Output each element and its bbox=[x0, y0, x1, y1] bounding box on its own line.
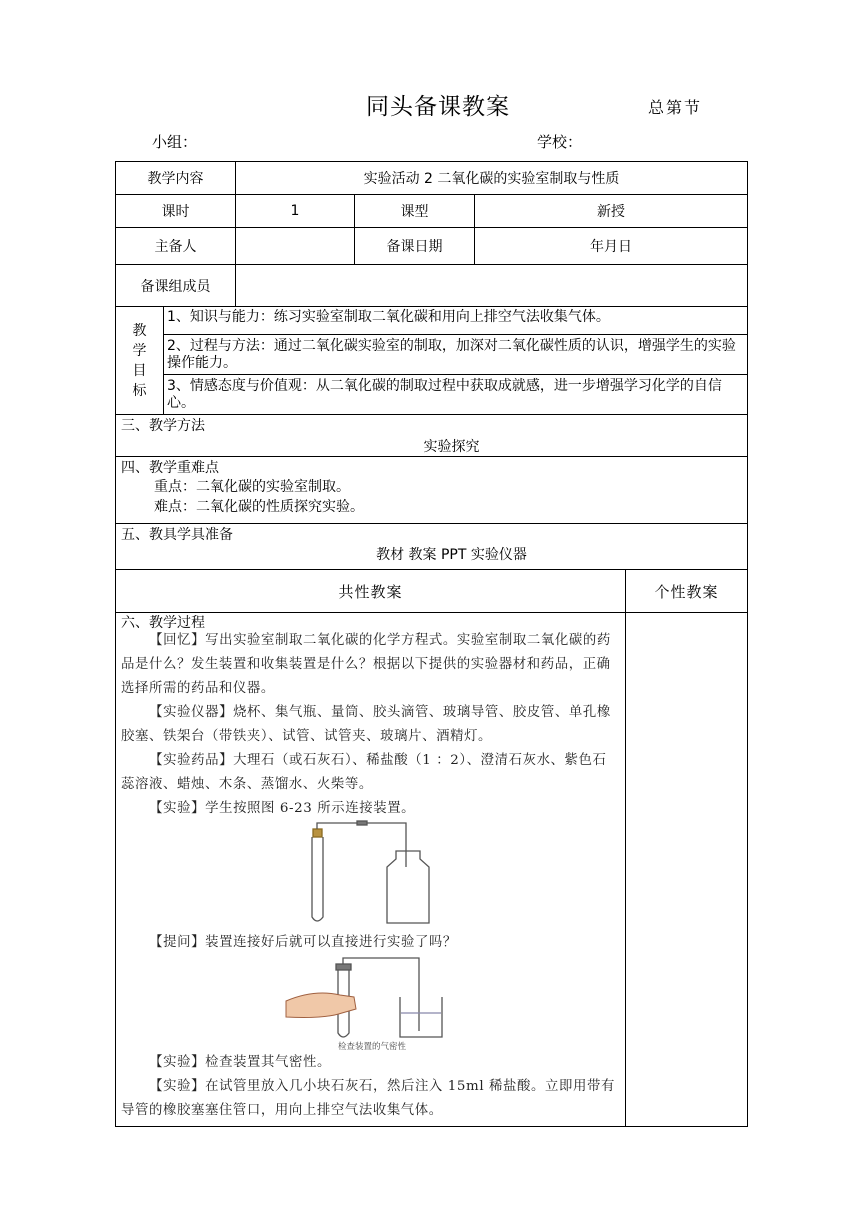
date-value-cell bbox=[474, 227, 748, 265]
common-plan-header bbox=[115, 569, 626, 613]
objective-item bbox=[163, 374, 748, 415]
preparer-label: 主备人 bbox=[154, 239, 197, 255]
test-tube bbox=[312, 837, 323, 921]
content-value: 实验活动 2 二氧化碳的实验室制取与性质 bbox=[363, 171, 620, 187]
type-label-cell bbox=[354, 194, 475, 228]
type-label: 课型 bbox=[400, 204, 429, 220]
common-plan-body bbox=[115, 612, 626, 1127]
personal-plan-body bbox=[625, 612, 748, 1127]
keypoints-focus: 重点：二氧化碳的实验室制取。 bbox=[154, 479, 350, 495]
objective-text: 1、知识与能力：练习实验室制取二氧化碳和用向上排空气法收集气体。 bbox=[167, 309, 610, 325]
delivery-tube bbox=[343, 958, 419, 1031]
process-recall: 【回忆】写出实验室制取二氧化碳的化学方程式。实验室制取二氧化碳的药品是什么？发生装置和收集装置是什么？根据以下提供的实验器材和药品，正确选择所需的药品和仪器。 bbox=[121, 633, 611, 696]
objective-item bbox=[163, 306, 748, 335]
objectives-label-char: 标 bbox=[132, 382, 147, 399]
personal-plan-label: 个性教案 bbox=[654, 582, 719, 601]
keypoints-section bbox=[115, 456, 748, 524]
content-label: 教学内容 bbox=[147, 171, 204, 187]
process-paragraphs-2 bbox=[121, 1051, 620, 1123]
tools-section bbox=[115, 523, 748, 570]
members-label: 备课组成员 bbox=[140, 278, 211, 295]
preparer-value-cell bbox=[235, 227, 355, 265]
section-number: 总第节 bbox=[648, 98, 703, 117]
process-instruments: 【实验仪器】烧杯、集气瓶、量筒、胶头滴管、玻璃导管、胶皮管、单孔橡胶塞、铁架台（带铁夹）、试管、试管夹、玻璃片、酒精灯。 bbox=[121, 705, 611, 744]
keypoints-heading: 四、教学重难点 bbox=[121, 460, 219, 476]
objectives-label-char: 教 bbox=[132, 322, 147, 339]
process-reagents: 【实验药品】大理石（或石灰石）、稀盐酸（1 ：2）、澄清石灰水、紫色石蕊溶液、蜡烛、木条、蒸馏水、火柴等。 bbox=[121, 753, 607, 792]
personal-plan-header bbox=[625, 569, 748, 613]
process-heading: 六、教学过程 bbox=[121, 615, 205, 631]
process-experiment1: 【实验】学生按照图 6-23 所示连接装置。 bbox=[149, 801, 416, 816]
school-label: 学校： bbox=[537, 133, 583, 151]
members-label-cell bbox=[115, 264, 236, 307]
page-title: 同头备课教案 bbox=[366, 94, 510, 120]
process-experiment3: 【实验】在试管里放入几小块石灰石，然后注入 15ml 稀盐酸。立即用带有导管的橡胶塞塞住管口，用向上排空气法收集气体。 bbox=[121, 1079, 615, 1118]
period-label-cell bbox=[115, 194, 236, 228]
objective-text: 3、情感态度与价值观：从二氧化碳的制取过程中获取成就感，进一步增强学习化学的自信心。 bbox=[167, 378, 722, 411]
content-label-cell bbox=[115, 161, 236, 195]
objectives-label-char: 学 bbox=[132, 342, 147, 359]
date-value: 年月日 bbox=[590, 239, 632, 255]
date-label: 备课日期 bbox=[386, 239, 443, 255]
content-value-cell bbox=[235, 161, 748, 195]
period-value: 1 bbox=[290, 203, 300, 219]
members-value-cell bbox=[235, 264, 748, 307]
figure-caption: 检查装置的气密性 bbox=[337, 1042, 407, 1051]
objectives-label-cell bbox=[115, 306, 164, 415]
rubber-connector bbox=[357, 821, 367, 825]
objectives-label-char: 目 bbox=[132, 362, 147, 379]
hand-illustration bbox=[286, 993, 356, 1018]
delivery-tube bbox=[317, 823, 406, 867]
gas-bottle bbox=[387, 851, 429, 923]
airtightness-figure bbox=[284, 951, 460, 1051]
keypoints-difficulty: 难点：二氧化碳的性质探究实验。 bbox=[154, 499, 364, 515]
objective-text: 2、过程与方法：通过二氧化碳实验室的制取，加深对二氧化碳性质的认识，增强学生的实验操作能力。 bbox=[167, 338, 736, 371]
method-value: 实验探究 bbox=[423, 439, 480, 455]
tools-heading: 五、教具学具准备 bbox=[121, 527, 233, 543]
common-plan-label: 共性教案 bbox=[338, 582, 403, 601]
apparatus-figure bbox=[299, 819, 449, 929]
method-section bbox=[115, 414, 748, 457]
rubber-stopper bbox=[336, 964, 351, 970]
period-label: 课时 bbox=[161, 204, 190, 220]
type-value: 新授 bbox=[597, 204, 625, 220]
process-question: 【提问】装置连接好后就可以直接进行实验了吗？ bbox=[149, 935, 457, 950]
type-value-cell bbox=[474, 194, 748, 228]
group-label: 小组： bbox=[152, 133, 198, 151]
objective-item bbox=[163, 334, 748, 375]
beaker bbox=[400, 997, 442, 1037]
rubber-stopper bbox=[313, 829, 322, 837]
process-experiment2: 【实验】检查装置其气密性。 bbox=[149, 1055, 332, 1070]
period-value-cell bbox=[235, 194, 355, 228]
date-label-cell bbox=[354, 227, 475, 265]
process-paragraphs bbox=[121, 629, 620, 821]
method-heading: 三、教学方法 bbox=[121, 418, 205, 434]
preparer-label-cell bbox=[115, 227, 236, 265]
tools-value: 教材 教案 PPT 实验仪器 bbox=[376, 547, 527, 563]
